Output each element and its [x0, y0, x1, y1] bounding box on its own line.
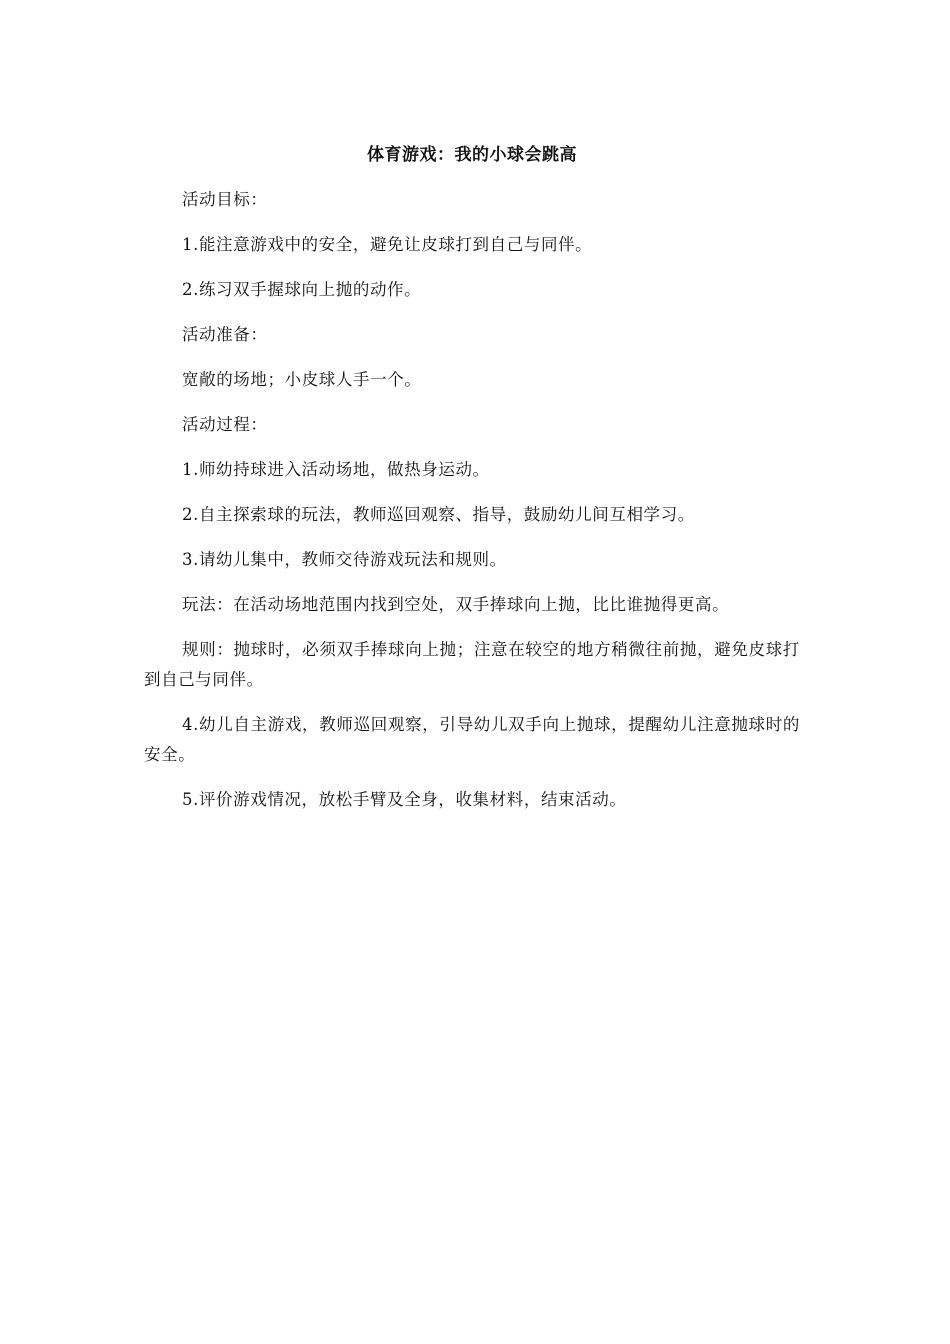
gameplay-text: 玩法：在活动场地范围内找到空处，双手捧球向上抛，比比谁抛得更高。 — [182, 595, 730, 614]
goal-item-2: 2.练习双手握球向上抛的动作。 — [182, 280, 422, 299]
process-step-3: 3.请幼儿集中，教师交待游戏玩法和规则。 — [182, 550, 507, 569]
section-heading-goals: 活动目标： — [182, 190, 268, 209]
section-heading-process: 活动过程： — [182, 415, 268, 434]
document-title: 体育游戏：我的小球会跳高 — [367, 145, 577, 165]
process-step-1: 1.师幼持球进入活动场地，做热身运动。 — [182, 460, 490, 479]
section-heading-preparation: 活动准备： — [182, 325, 268, 344]
process-step-2: 2.自主探索球的玩法，教师巡回观察、指导，鼓励幼儿间互相学习。 — [182, 505, 695, 524]
process-step-5: 5.评价游戏情况，放松手臂及全身，收集材料，结束活动。 — [182, 790, 627, 809]
process-step-4: 4.幼儿自主游戏，教师巡回观察，引导幼儿双手向上抛球，提醒幼儿注意抛球时的安全。 — [144, 715, 800, 764]
preparation-text: 宽敞的场地；小皮球人手一个。 — [182, 370, 422, 389]
document-body — [144, 140, 800, 830]
rules-text: 规则：抛球时，必须双手捧球向上抛；注意在较空的地方稍微往前抛，避免皮球打到自己与同伴。 — [144, 640, 800, 689]
goal-item-1: 1.能注意游戏中的安全，避免让皮球打到自己与同伴。 — [182, 235, 593, 254]
